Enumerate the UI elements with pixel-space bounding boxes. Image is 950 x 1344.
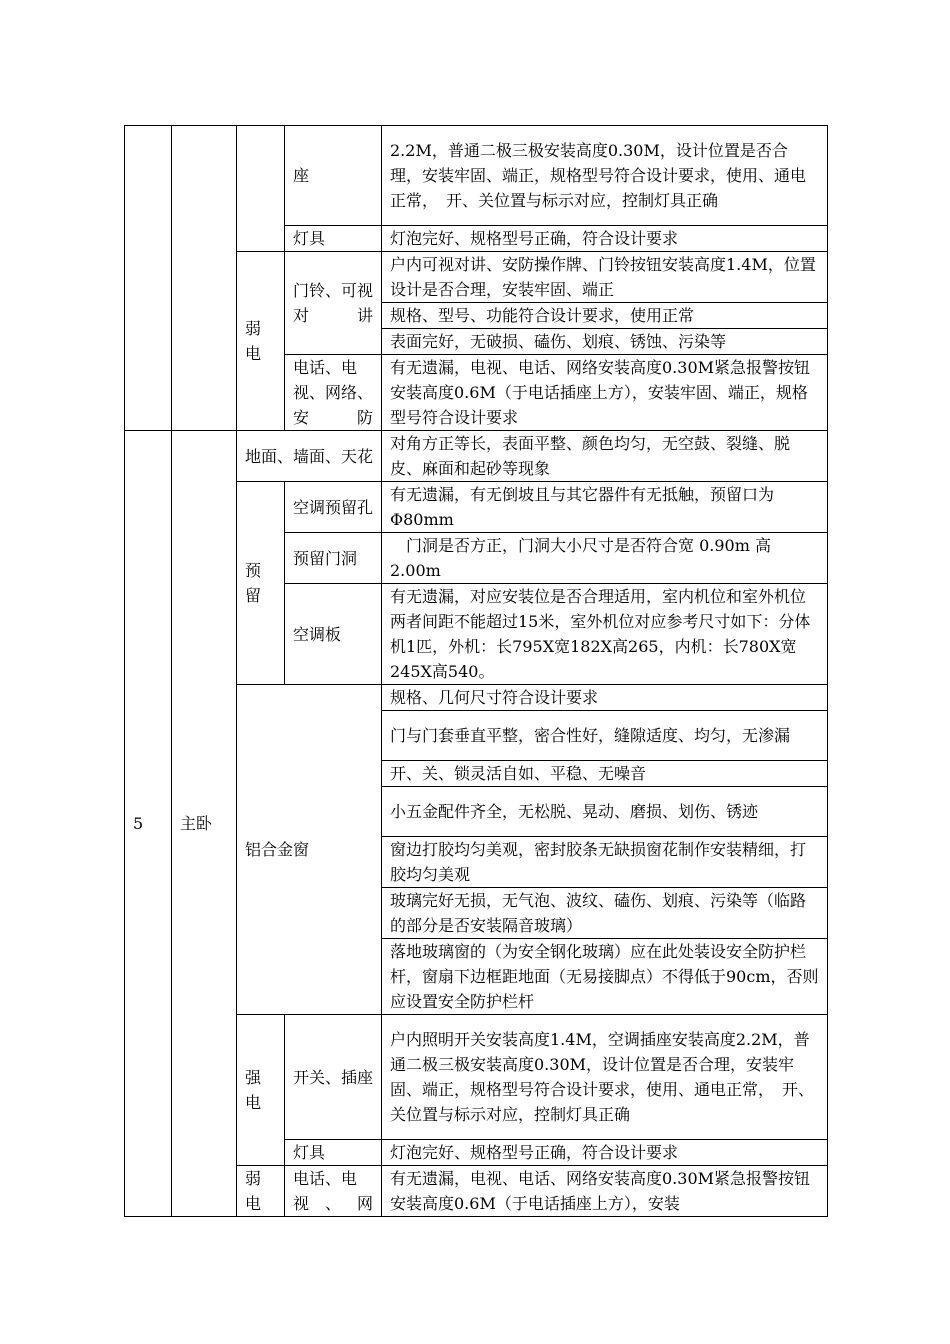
subitem-floor-wall-ceiling: 地面、墙面、天花	[237, 431, 382, 482]
room-cell-prev	[172, 126, 237, 431]
standard-text: 规格、几何尺寸符合设计要求	[382, 685, 828, 711]
room-name: 主卧	[172, 431, 237, 1217]
standard-text: 有无遗漏，电视、电话、网络安装高度0.30M紧急报警按钮安装高度0.6M（于电话插座上方），安装	[382, 1166, 828, 1217]
standard-text: 有无遗漏，有无倒坡且与其它器件有无抵触，预留口为Φ80mm	[382, 482, 828, 533]
standard-text: 灯泡完好、规格型号正确，符合设计要求	[382, 1140, 828, 1166]
standard-text: 门与门套垂直平整，密合性好，缝隙适度、均匀，无渗漏	[382, 711, 828, 761]
standard-text: 2.2M，普通二极三极安装高度0.30M，设计位置是否合理，安装牢固、端正，规格型号符合设计要求，使用、通电正常， 开、关位置与标示对应，控制灯具正确	[382, 126, 828, 226]
subitem-lamp: 灯具	[285, 1140, 382, 1166]
item-number: 5	[125, 431, 172, 1217]
category-reserve	[237, 482, 285, 685]
subitem-lamp: 灯具	[285, 226, 382, 252]
standard-text: 表面完好，无破损、磕伤、划痕、锈蚀、污染等	[382, 329, 828, 355]
standard-text: 户内可视对讲、安防操作牌、门铃按钮安装高度1.4M，位置设计是否合理，安装牢固、端正	[382, 252, 828, 303]
category-aluminum-window: 铝合金窗	[237, 685, 382, 1015]
category-weak-electric	[237, 1166, 285, 1217]
category-cell-prev	[237, 126, 285, 252]
category-label: 弱电	[245, 1169, 262, 1213]
standard-text: 户内照明开关安装高度1.4M，空调插座安装高度2.2M，普通二极三极安装高度0.30M，设计位置是否合理，安装牢固、端正，规格型号符合设计要求，使用、通电正常， 开、关位置与标示对应，控制灯具正确	[382, 1015, 828, 1140]
category-label: 强电	[245, 1068, 262, 1112]
subitem-phone-tv-network-security: 电话、电视、网络、安防	[285, 355, 382, 431]
standard-text: 落地玻璃窗的（为安全钢化玻璃）应在此处装设安全防护栏杆，窗扇下边框距地面（无易接脚点）不得低于90cm，否则应设置安全防护栏杆	[382, 939, 828, 1015]
standard-text: 门洞是否方正，门洞大小尺寸是否符合宽 0.90m 高2.00m	[382, 533, 828, 584]
standard-text: 规格、型号、功能符合设计要求，使用正常	[382, 303, 828, 329]
standard-text: 玻璃完好无损，无气泡、波纹、磕伤、划痕、污染等（临路的部分是否安装隔音玻璃）	[382, 888, 828, 939]
inspection-table	[124, 125, 828, 1217]
subitem-ac-board: 空调板	[285, 584, 382, 685]
standard-text: 有无遗漏，电视、电话、网络安装高度0.30M紧急报警按钮安装高度0.6M（于电话插座上方），安装牢固、端正，规格型号符合设计要求	[382, 355, 828, 431]
category-weak-electric	[237, 252, 285, 431]
subitem-switch-socket: 开关、插座	[285, 1015, 382, 1140]
standard-text: 对角方正等长，表面平整、颜色均匀，无空鼓、裂缝、脱皮、麻面和起砂等现象	[382, 431, 828, 482]
standard-text: 窗边打胶均匀美观，密封胶条无缺损窗花制作安装精细，打胶均匀美观	[382, 837, 828, 888]
category-label: 预留	[245, 561, 262, 605]
standard-text: 开、关、锁灵活自如、平稳、无噪音	[382, 761, 828, 787]
item-number-cell-prev	[125, 126, 172, 431]
standard-text: 小五金配件齐全，无松脱、晃动、磨损、划伤、锈迹	[382, 787, 828, 837]
subitem-door-opening: 预留门洞	[285, 533, 382, 584]
subitem-ac-hole: 空调预留孔	[285, 482, 382, 533]
subitem-phone-tv-network: 电话、电视、网	[285, 1166, 382, 1217]
standard-text: 有无遗漏，对应安装位是否合理适用，室内机位和室外机位两者间距不能超过15米，室外机位对应参考尺寸如下：分体机1匹，外机：长795X宽182X高265，内机：长780X宽245X高540。	[382, 584, 828, 685]
category-label: 弱电	[245, 319, 262, 363]
subitem-doorbell-intercom: 门铃、可视对讲	[285, 252, 382, 355]
standard-text: 灯泡完好、规格型号正确，符合设计要求	[382, 226, 828, 252]
subitem-seat: 座	[285, 126, 382, 226]
category-strong-electric	[237, 1015, 285, 1166]
